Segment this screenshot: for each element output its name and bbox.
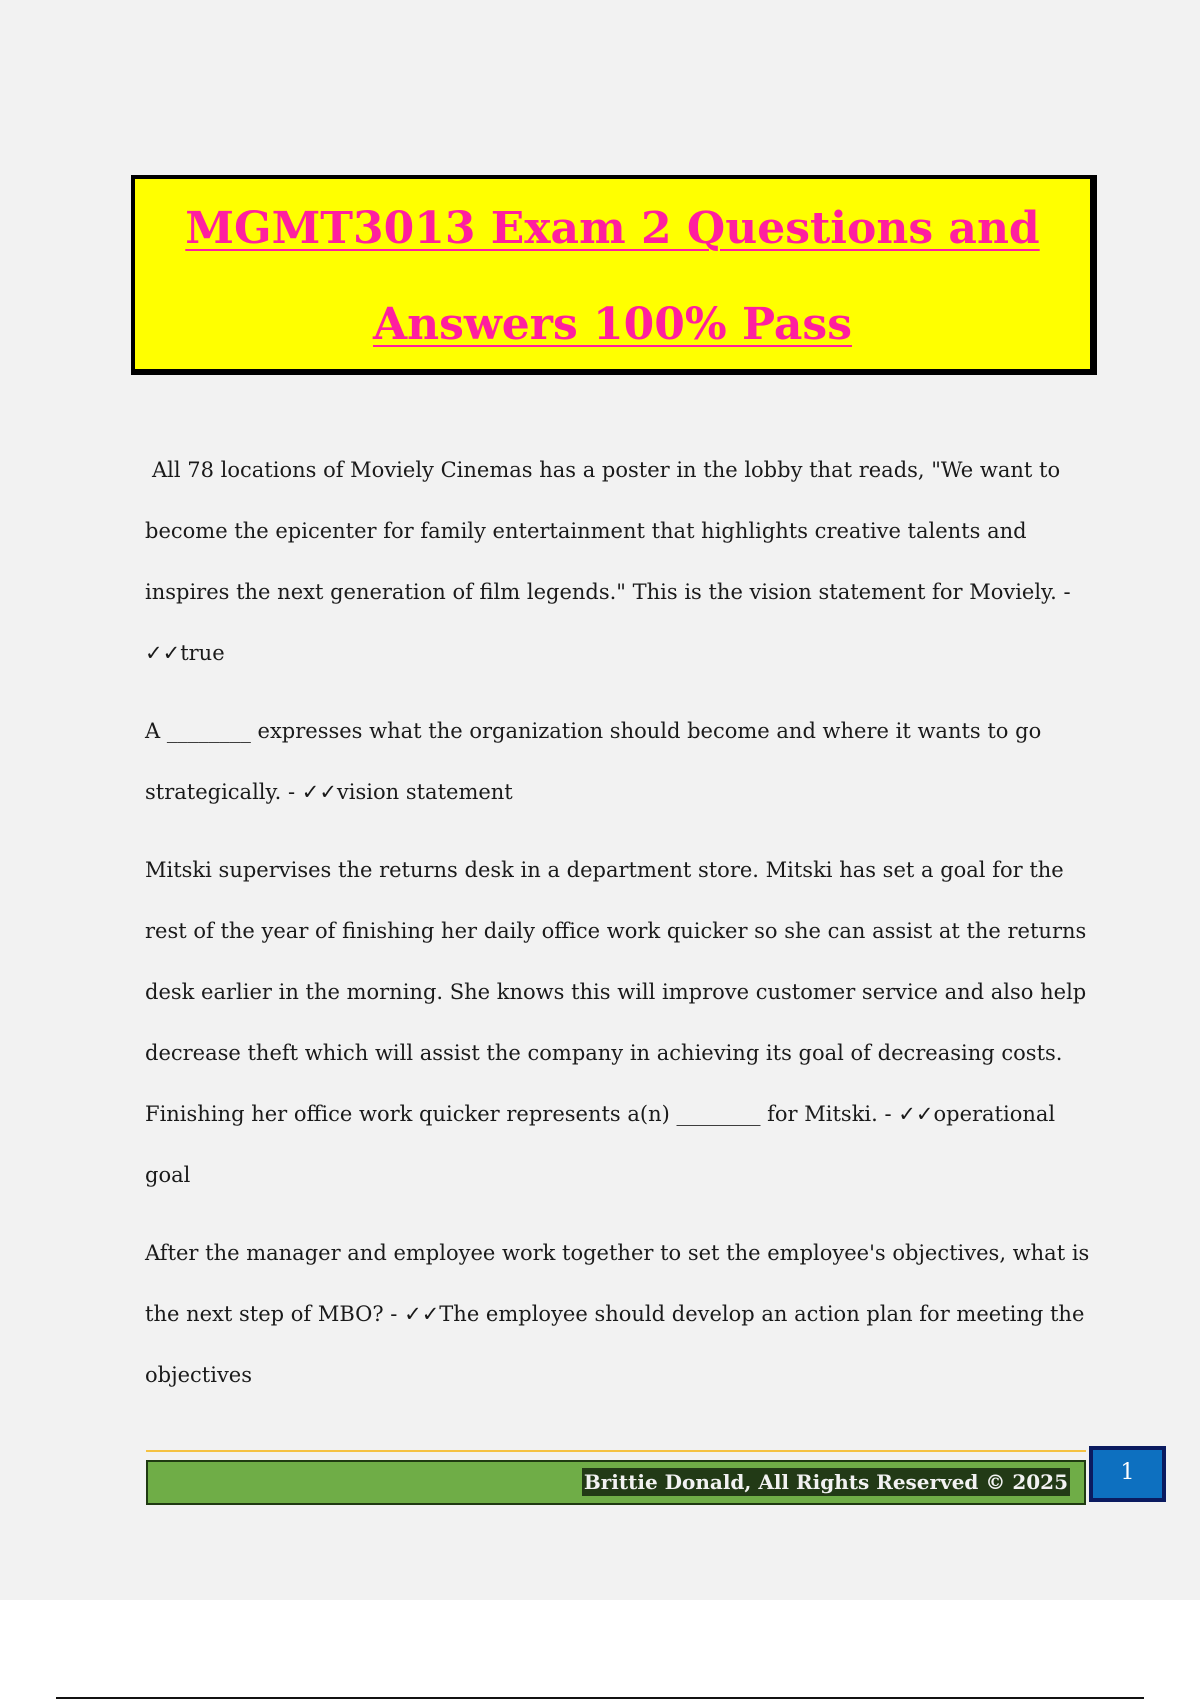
qa-item xyxy=(145,840,1095,1206)
title-line-2: Answers 100% Pass xyxy=(373,299,852,350)
title-line-1: MGMT3013 Exam 2 Questions and xyxy=(185,203,1040,254)
title-banner xyxy=(131,175,1097,375)
qa-content xyxy=(145,440,1095,1406)
answer-text: ✓✓The employee should develop an action plan for meeting the objectives xyxy=(145,1302,1085,1387)
footer-divider xyxy=(146,1450,1086,1452)
qa-item xyxy=(145,701,1095,823)
footer-copyright: Brittie Donald, All Rights Reserved © 2025 xyxy=(583,1470,1068,1494)
qa-item xyxy=(145,1223,1095,1406)
footer-bar xyxy=(146,1460,1086,1505)
question-text: A ________ expresses what the organization should become and where it wants to go strategically. - xyxy=(145,719,1042,804)
answer-text: ✓✓true xyxy=(145,641,225,665)
question-text: After the manager and employee work together to set the employee's objectives, what is the next step of MBO? - xyxy=(145,1241,1090,1326)
question-text: All 78 locations of Moviely Cinemas has a poster in the lobby that reads, "We want to become the epicenter for family entertainment that highlights creative talents and inspires the next generation of film legends." This is the vision statement for Moviely. - xyxy=(145,458,1071,604)
answer-text: ✓✓operational goal xyxy=(145,1102,1056,1187)
answer-text: ✓✓vision statement xyxy=(301,780,513,804)
page-number: 1 xyxy=(1089,1446,1166,1502)
qa-item xyxy=(145,440,1095,684)
question-text: Mitski supervises the returns desk in a department store. Mitski has set a goal for the rest of the year of finishing her daily office work quicker so she can assist at the returns desk earlier in the morning. She knows this will improve customer service and also help decrease theft which will assist the company in achieving its goal of decreasing costs. Finishing her office work quicker represents a(n) ________ for Mitski. - xyxy=(145,858,1087,1126)
page-bottom-divider xyxy=(56,1697,1144,1699)
